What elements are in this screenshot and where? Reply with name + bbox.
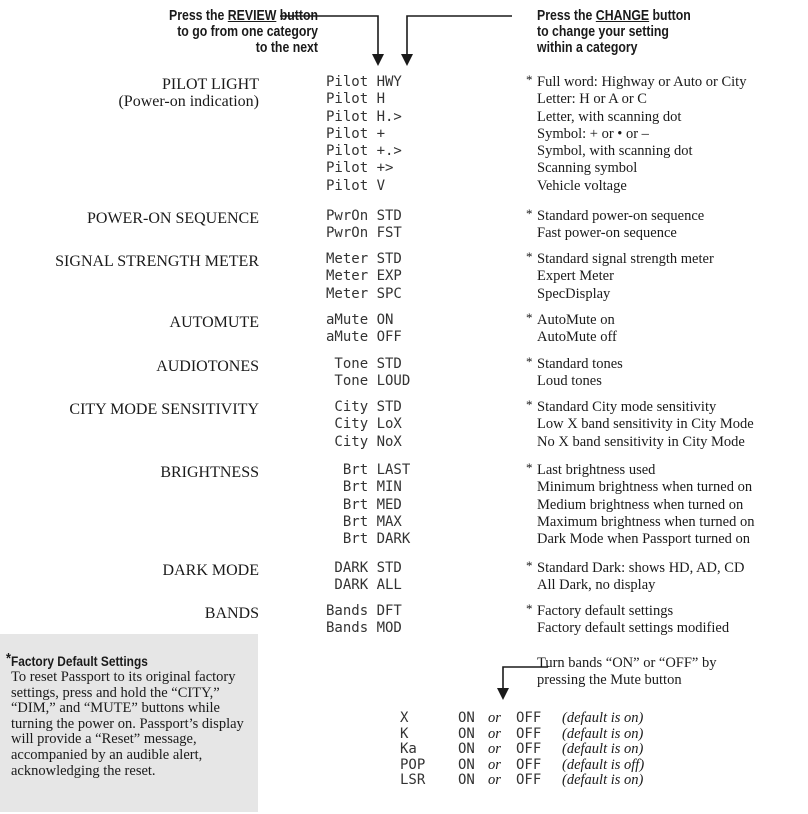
band-name: Ka [400,741,417,758]
lcd-text: DARK STD [326,560,402,576]
default-asterisk: * [526,397,533,412]
option-description: Standard City mode sensitivity [537,399,717,415]
option-descriptions [528,560,744,595]
option-description: Standard signal strength meter [537,251,714,267]
option-descriptions [528,356,623,391]
default-asterisk: * [526,558,533,573]
option-descriptions [528,462,754,548]
category-subtitle: (Power-on indication) [118,93,259,110]
lcd-display-options [326,462,448,548]
lcd-text: City STD [326,399,402,415]
band-off: OFF [516,725,542,742]
option-descriptions [528,399,754,451]
option-description: Low X band sensitivity in City Mode [537,416,754,433]
option-description: Letter, with scanning dot [537,108,682,125]
band-default: (default is on) [562,772,644,789]
band-on: ON [458,772,475,789]
category-title: DARK MODE [162,562,259,579]
option-description: Letter: H or A or C [537,91,647,108]
change-button-label: CHANGE [595,7,650,24]
lcd-text: Pilot + [326,125,386,142]
lcd-text: aMute ON [326,312,394,328]
category-label [156,358,259,375]
lcd-text: Bands DFT [326,603,402,619]
category-label [170,314,259,331]
bands-note [537,655,717,690]
review-arrow-line [280,16,378,60]
default-asterisk: * [526,601,533,616]
band-default: (default is off) [562,756,645,773]
header-line: within a category [537,39,638,56]
option-description: Fast power-on sequence [537,225,677,242]
band-off: OFF [516,772,542,789]
lcd-text: Brt LAST [326,462,411,478]
lcd-text: Brt MIN [326,479,402,496]
option-descriptions [528,312,617,347]
option-description: Dark Mode when Passport turned on [537,531,751,548]
option-description: All Dark, no display [537,577,656,594]
lcd-text: Pilot +.> [326,143,402,160]
category-title: CITY MODE SENSITIVITY [69,401,259,418]
lcd-text: City LoX [326,416,402,433]
category-title: BANDS [204,605,259,622]
change-arrow-line [407,16,512,60]
lcd-text: City NoX [326,433,402,450]
category-label [160,464,259,481]
option-description: Vehicle voltage [537,177,627,194]
option-description: SpecDisplay [537,285,611,302]
header-text: Press the [537,7,596,24]
option-descriptions [528,251,714,303]
default-asterisk: * [526,354,533,369]
default-asterisk: * [526,249,533,264]
band-name: LSR [400,772,426,789]
lcd-display-options [326,399,448,451]
category-label [205,605,259,622]
option-description: Factory default settings [537,603,674,619]
band-name: X [400,710,409,726]
option-description: AutoMute off [537,329,617,346]
lcd-display-options [326,560,448,595]
band-on: ON [458,710,475,726]
lcd-display-options [326,74,448,195]
option-description: Standard Dark: shows HD, AD, CD [537,560,745,576]
option-descriptions [528,208,704,243]
header-line: to the next [255,39,318,56]
bands-note-line: Turn bands “ON” or “OFF” by [537,655,717,671]
lcd-text: PwrOn STD [326,208,402,224]
band-on: ON [458,741,475,758]
option-description: Medium brightness when turned on [537,496,744,513]
lcd-display-options [326,356,448,391]
option-description: Scanning symbol [537,160,638,177]
lcd-text: Pilot H.> [326,108,402,125]
category-label [69,401,259,418]
factory-title-text: Factory Default Settings [10,653,148,669]
band-off: OFF [516,710,542,726]
lcd-text: aMute OFF [326,329,402,346]
review-arrow-head [372,54,384,66]
category-title: BRIGHTNESS [160,464,259,481]
lcd-text: Brt DARK [326,531,411,548]
option-description: Standard power-on sequence [537,208,705,224]
header-text: button [276,7,318,24]
lcd-text: Brt MED [326,496,402,513]
lcd-text: Pilot +> [326,160,394,177]
header-line: to change your setting [537,23,669,40]
option-description: Maximum brightness when turned on [537,513,755,530]
option-descriptions [528,603,729,638]
option-description: Symbol: + or • or – [537,125,649,142]
band-or: or [488,725,501,742]
default-asterisk: * [526,310,533,325]
lcd-text: Bands MOD [326,620,402,637]
category-label [163,562,259,579]
band-name: K [400,725,409,742]
band-off: OFF [516,741,542,758]
header-text: button [649,7,691,24]
lcd-display-options [326,208,448,243]
lcd-text: Pilot HWY [326,74,402,90]
option-description: No X band sensitivity in City Mode [537,433,745,450]
category-title: SIGNAL STRENGTH METER [55,253,259,270]
default-asterisk: * [526,72,533,87]
lcd-text: Meter STD [326,251,402,267]
asterisk: * [6,650,11,667]
lcd-text: Pilot V [326,177,386,194]
lcd-text: Meter EXP [326,268,402,285]
band-on: ON [458,725,475,742]
category-title: POWER-ON SEQUENCE [87,210,259,227]
band-default: (default is on) [562,710,644,726]
band-default: (default is on) [562,725,644,742]
option-descriptions [528,74,746,195]
factory-default-box [0,634,258,812]
category-label [55,253,259,270]
option-description: Full word: Highway or Auto or City [537,74,747,90]
band-default: (default is on) [562,741,644,758]
band-name: POP [400,756,426,773]
category-label [118,76,259,110]
lcd-text: Brt MAX [326,513,402,530]
factory-default-body: To reset Passport to its original factory settings, press and hold the “CITY,” “DIM,” and “MUTE” buttons while turning the power on. Passport’s display will provide a “Reset” message, accompanied by an audible alert, acknowledging the reset. [11,669,244,779]
category-label [87,210,259,227]
category-title: AUDIOTONES [156,358,259,375]
header-line: to go from one category [177,23,318,40]
band-or: or [488,741,501,758]
default-asterisk: * [526,206,533,221]
category-title: PILOT LIGHT [161,76,259,93]
lcd-text: PwrOn FST [326,225,402,242]
review-button-label: REVIEW [227,7,277,24]
band-or: or [488,756,501,773]
lcd-text: Tone STD [326,356,402,372]
header-text: Press the [168,7,228,24]
band-on: ON [458,756,475,773]
option-description: AutoMute on [537,312,615,328]
lcd-text: DARK ALL [326,577,402,594]
band-off: OFF [516,756,542,773]
bands-note-line: pressing the Mute button [537,672,682,689]
option-description: Last brightness used [537,462,656,478]
lcd-text: Meter SPC [326,285,402,302]
lcd-display-options [326,251,448,303]
factory-default-title [6,650,148,669]
option-description: Symbol, with scanning dot [537,143,693,160]
change-arrow-head [401,54,413,66]
category-title: AUTOMUTE [169,314,259,331]
option-description: Loud tones [537,373,602,390]
lcd-display-options [326,312,448,347]
band-or: or [488,772,501,789]
lcd-display-options [326,603,448,638]
bands-arrow-head [497,688,509,700]
option-description: Minimum brightness when turned on [537,479,753,496]
lcd-text: Tone LOUD [326,373,411,390]
band-or: or [488,710,501,726]
option-description: Standard tones [537,356,623,372]
option-description: Factory default settings modified [537,620,730,637]
lcd-text: Pilot H [326,91,386,108]
option-description: Expert Meter [537,268,614,285]
default-asterisk: * [526,460,533,475]
